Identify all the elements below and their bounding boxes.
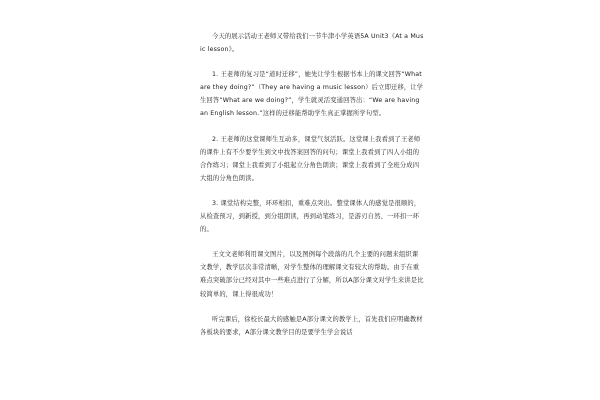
paragraph-structure: 3. 课堂结构完整，环环相扣，重难点突出。整堂课体人的感觉是很顺的，从检查预习，到新授，到分组朗读，再到动笔练习，是游刃自然、一环扣一环的。	[200, 199, 421, 234]
paragraph-text-teaching: 王文文老师利用课文图片，以及图例每个段落的几个主要的问题来组织课文教学，教学层次非常清晰，对学生整体的理解课文有较大的帮助。由于在重难点突破部分已经对其中一些难点进行了分解，所以A部分课文对学生来讲是比较简单的，课上得很成功！	[200, 251, 424, 298]
intro-paragraph: 今天的展示活动王老师又带给我们一节牛津小学英语5A Unit3《At a Music lesson》。	[200, 33, 424, 54]
paragraph-review-transfer: 1. 王老师的复习是“道时迁移”，她先让学生根据书本上的课文回答“What are they doing?”（They are having a music lesson）后立即迁移，让学生回答“What are we doing?”，学生就灵活变通回答出：“We are having an English lesson.”这样的迁移能帮助学生真正掌握所学句型。	[200, 71, 424, 118]
paragraph-interaction: 2. 王老师的这堂课师生互动多，课堂气氛活跃。这堂课上我看到了王老师的课件上有不少要学生到文中找答案回答的问句；课堂上我看到了四人小组的合作练习；课堂上我看到了小组起立分角色朗读；课堂上我看到了全班分成四大组的分角色朗读。	[200, 135, 421, 182]
paragraph-feedback: 听完课后，徐校长最大的感触是A部分课文的教学上，首先我们应明确教材各板块的要求，A部分课文教学目的是要学生学会说话	[200, 315, 423, 336]
document-page	[200, 30, 424, 350]
